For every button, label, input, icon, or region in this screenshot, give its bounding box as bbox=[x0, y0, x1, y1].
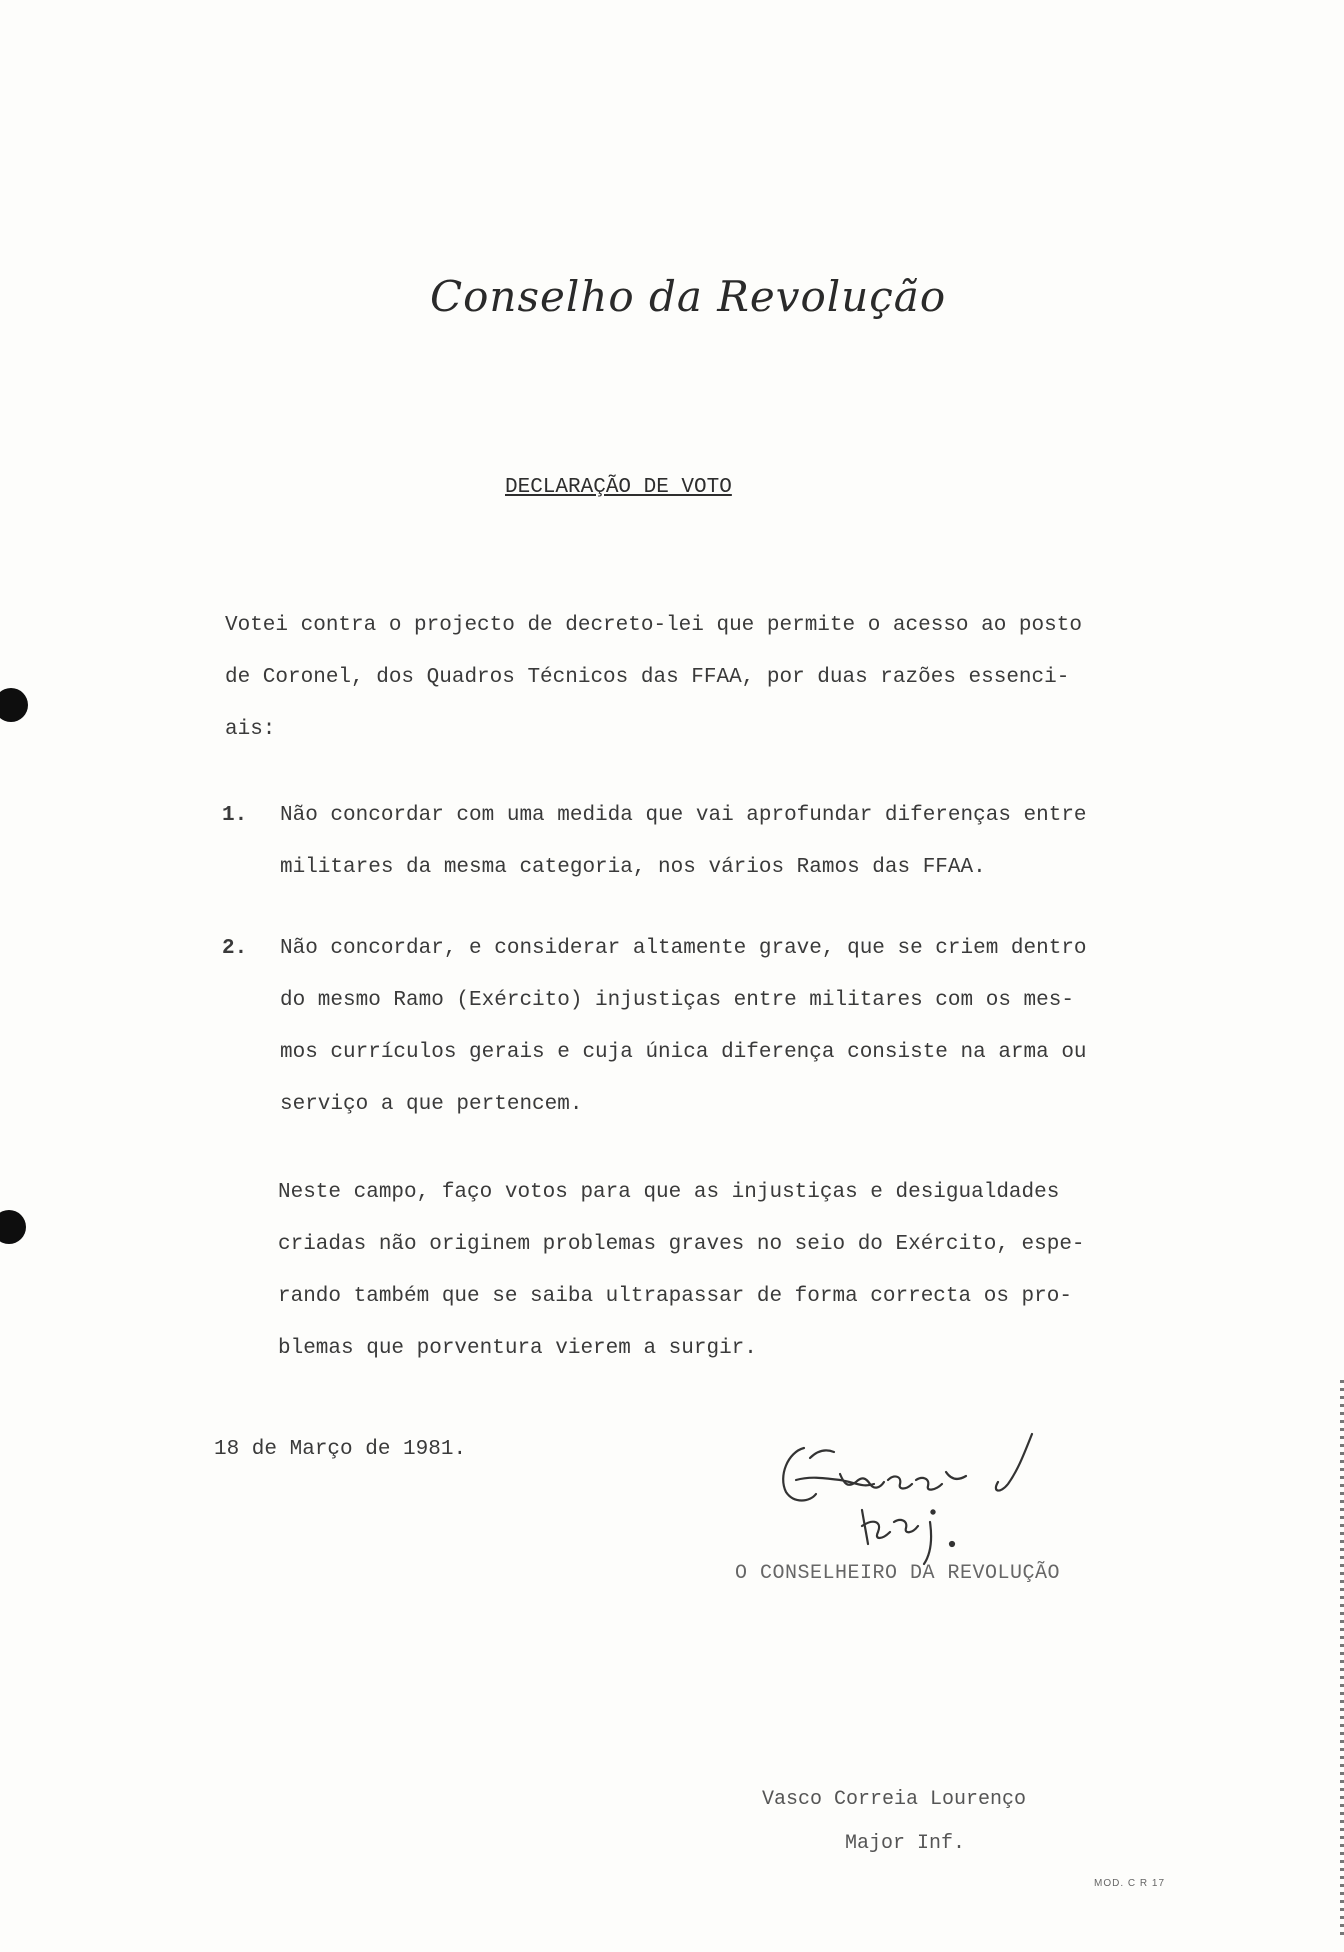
form-code: MOD. C R 17 bbox=[1094, 1878, 1166, 1889]
closing-line: Neste campo, faço votos para que as injustiças e desigualdades bbox=[278, 1181, 1060, 1204]
signature-role: O CONSELHEIRO DA REVOLUÇÃO bbox=[735, 1562, 1061, 1585]
signature-text: Lourenço Maj. bbox=[770, 1594, 776, 1595]
item-line: serviço a que pertencem. bbox=[280, 1093, 583, 1116]
handwritten-signature bbox=[770, 1418, 1070, 1598]
item-line: Não concordar com uma medida que vai aprofundar diferenças entre bbox=[280, 804, 1087, 827]
punch-hole bbox=[0, 1210, 26, 1244]
punch-hole bbox=[0, 688, 28, 722]
intro-line: ais: bbox=[225, 718, 276, 741]
item-body bbox=[280, 923, 1230, 1131]
item-line: Não concordar, e considerar altamente grave, que se criem dentro bbox=[280, 937, 1087, 960]
intro-paragraph bbox=[225, 600, 1225, 756]
letterhead: Conselho da Revolução bbox=[430, 272, 947, 321]
intro-line: de Coronel, dos Quadros Técnicos das FFAA, por duas razões essenci- bbox=[225, 666, 1070, 689]
item-body bbox=[280, 790, 1230, 894]
intro-line: Votei contra o projecto de decreto-lei que permite o acesso ao posto bbox=[225, 614, 1082, 637]
item-number: 1. bbox=[222, 804, 248, 827]
closing-line: criadas não originem problemas graves no seio do Exército, espe- bbox=[278, 1233, 1085, 1256]
item-line: militares da mesma categoria, nos vários Ramos das FFAA. bbox=[280, 856, 986, 879]
closing-line: rando também que se saiba ultrapassar de forma correcta os pro- bbox=[278, 1285, 1072, 1308]
item-number: 2. bbox=[222, 937, 248, 960]
scan-edge-mark bbox=[1340, 1380, 1344, 1940]
document-date: 18 de Março de 1981. bbox=[214, 1438, 467, 1461]
signatory-name: Vasco Correia Lourenço bbox=[762, 1788, 1027, 1811]
item-line: do mesmo Ramo (Exército) injustiças entre militares com os mes- bbox=[280, 989, 1074, 1012]
closing-line: blemas que porventura vierem a surgir. bbox=[278, 1337, 757, 1360]
document-title: DECLARAÇÃO DE VOTO bbox=[505, 476, 732, 499]
closing-paragraph bbox=[278, 1167, 1228, 1375]
item-line: mos currículos gerais e cuja única diferença consiste na arma ou bbox=[280, 1041, 1087, 1064]
signatory-rank: Major Inf. bbox=[845, 1832, 966, 1855]
